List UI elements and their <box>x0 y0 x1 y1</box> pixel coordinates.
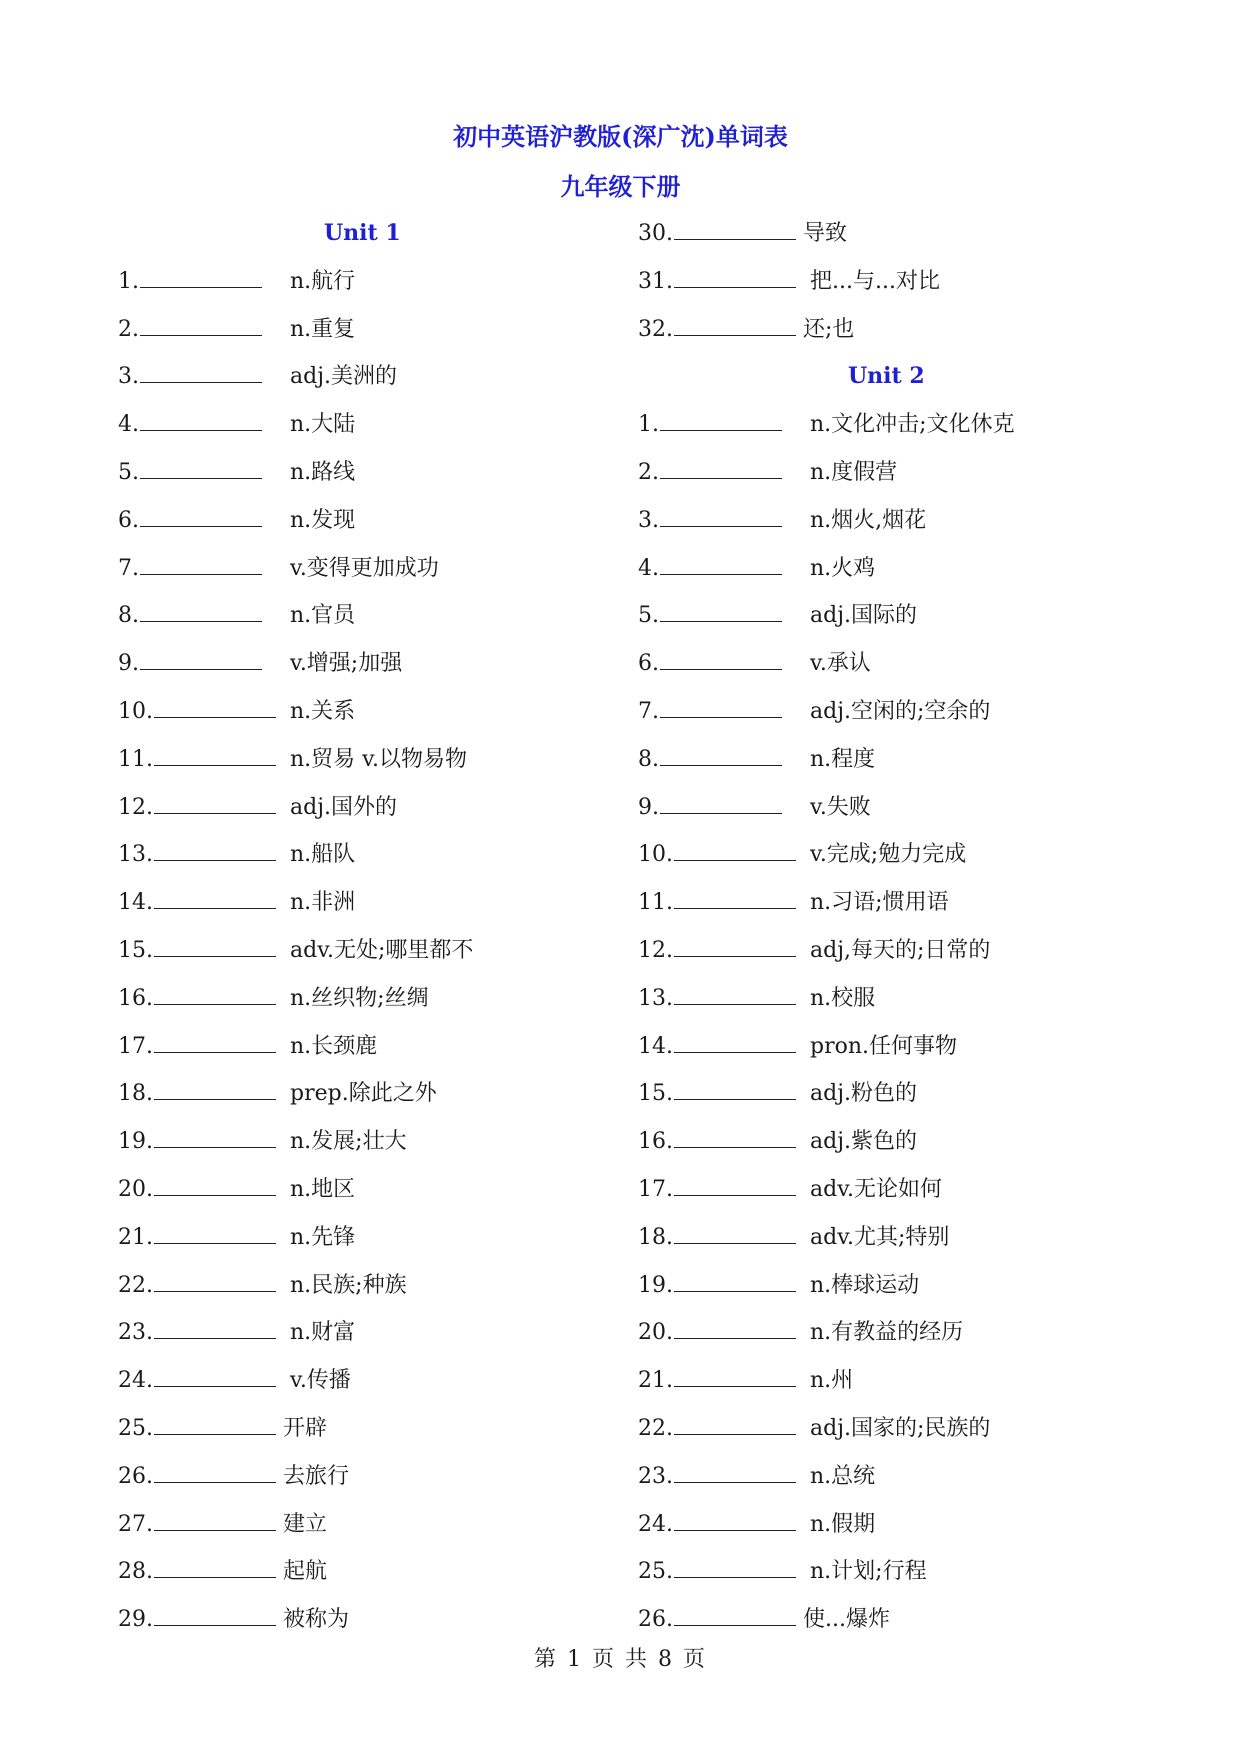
item-definition: adj,每天的;日常的 <box>810 937 991 963</box>
item-number: 1. <box>638 412 659 438</box>
item-number: 22. <box>638 1415 673 1441</box>
item-definition: adj.粉色的 <box>810 1081 918 1107</box>
item-number: 11. <box>638 890 673 916</box>
answer-blank[interactable] <box>674 907 796 909</box>
vocab-item <box>118 927 618 975</box>
vocab-item <box>638 1166 1138 1214</box>
answer-blank[interactable] <box>140 381 262 383</box>
answer-blank[interactable] <box>674 1051 796 1053</box>
item-number: 15. <box>638 1081 673 1107</box>
vocab-item <box>118 1309 618 1357</box>
answer-blank[interactable] <box>674 1290 796 1292</box>
vocab-item <box>638 640 1138 688</box>
vocab-item <box>638 306 1138 354</box>
item-number: 2. <box>638 459 659 485</box>
item-definition: n.假期 <box>810 1511 876 1537</box>
item-number: 2. <box>118 316 139 342</box>
vocab-item <box>638 1309 1138 1357</box>
page-footer: 第 1 页 共 8 页 <box>534 1647 707 1672</box>
document-subtitle: 九年级下册 <box>560 172 681 201</box>
item-definition: n.文化冲击;文化休克 <box>810 412 1015 438</box>
vocab-item <box>638 1118 1138 1166</box>
answer-blank[interactable] <box>674 1624 796 1626</box>
item-definition: n.非洲 <box>290 890 356 916</box>
item-definition: n.计划;行程 <box>810 1559 927 1585</box>
item-definition: n.先锋 <box>290 1224 356 1250</box>
item-number: 5. <box>118 459 139 485</box>
item-definition: adj.空闲的;空余的 <box>810 698 991 724</box>
vocab-item <box>638 1214 1138 1262</box>
vocab-item <box>118 545 618 593</box>
vocab-item <box>118 449 618 497</box>
answer-blank[interactable] <box>154 764 276 766</box>
item-number: 25. <box>638 1559 673 1585</box>
item-definition: n.丝织物;丝绸 <box>290 985 429 1011</box>
item-number: 4. <box>118 412 139 438</box>
item-number: 27. <box>118 1511 153 1537</box>
answer-blank[interactable] <box>154 907 276 909</box>
vocab-item <box>118 831 618 879</box>
answer-blank[interactable] <box>154 1337 276 1339</box>
vocab-item <box>638 784 1138 832</box>
item-definition: n.大陆 <box>290 412 356 438</box>
item-number: 10. <box>118 698 153 724</box>
item-number: 13. <box>638 985 673 1011</box>
item-definition: v.增强;加强 <box>290 651 403 677</box>
vocab-item <box>118 1214 618 1262</box>
vocab-item <box>638 688 1138 736</box>
answer-blank[interactable] <box>674 1385 796 1387</box>
answer-blank[interactable] <box>140 334 262 336</box>
answer-blank[interactable] <box>140 573 262 575</box>
vocab-item <box>118 258 618 306</box>
answer-blank[interactable] <box>140 620 262 622</box>
vocab-item <box>638 975 1138 1023</box>
answer-blank[interactable] <box>674 1529 796 1531</box>
answer-blank[interactable] <box>674 286 796 288</box>
vocab-item <box>118 879 618 927</box>
answer-blank[interactable] <box>154 1385 276 1387</box>
vocab-item <box>118 1453 618 1501</box>
item-number: 29. <box>118 1607 153 1633</box>
item-number: 1. <box>118 268 139 294</box>
answer-blank[interactable] <box>674 859 796 861</box>
vocab-item <box>118 736 618 784</box>
answer-blank[interactable] <box>660 716 782 718</box>
answer-blank[interactable] <box>660 812 782 814</box>
vocab-item <box>118 1357 618 1405</box>
item-definition: adv.尤其;特别 <box>810 1224 950 1250</box>
item-definition: pron.任何事物 <box>810 1033 958 1059</box>
item-number: 18. <box>638 1224 673 1250</box>
vocab-item <box>638 1262 1138 1310</box>
vocab-item <box>638 1453 1138 1501</box>
item-definition: 还;也 <box>803 316 855 342</box>
item-definition: adj.国家的;民族的 <box>810 1415 991 1441</box>
vocab-item <box>118 640 618 688</box>
answer-blank[interactable] <box>154 955 276 957</box>
item-definition: 开辟 <box>283 1415 328 1441</box>
vocab-item <box>118 592 618 640</box>
item-definition: n.地区 <box>290 1176 356 1202</box>
item-number: 9. <box>118 651 139 677</box>
item-number: 20. <box>638 1320 673 1346</box>
vocab-item <box>118 975 618 1023</box>
answer-blank[interactable] <box>674 1194 796 1196</box>
vocab-item <box>638 449 1138 497</box>
item-number: 30. <box>638 221 673 246</box>
vocab-item <box>118 1023 618 1071</box>
item-definition: prep.除此之外 <box>290 1081 437 1107</box>
item-number: 4. <box>638 555 659 581</box>
item-number: 3. <box>118 364 139 390</box>
answer-blank[interactable] <box>154 1242 276 1244</box>
vocab-item <box>118 306 618 354</box>
answer-blank[interactable] <box>154 1146 276 1148</box>
vocab-item <box>638 1023 1138 1071</box>
answer-blank[interactable] <box>154 1290 276 1292</box>
item-definition: 起航 <box>283 1559 328 1585</box>
answer-blank[interactable] <box>660 668 782 670</box>
answer-blank[interactable] <box>154 716 276 718</box>
vocab-item <box>118 1405 618 1453</box>
item-definition: n.财富 <box>290 1320 356 1346</box>
item-definition: adj.国外的 <box>290 794 398 820</box>
item-number: 14. <box>638 1033 673 1059</box>
item-definition: n.校服 <box>810 985 876 1011</box>
answer-blank[interactable] <box>154 1194 276 1196</box>
answer-blank[interactable] <box>674 1003 796 1005</box>
item-definition: n.度假营 <box>810 459 898 485</box>
item-definition: n.航行 <box>290 268 356 294</box>
item-definition: v.完成;勉力完成 <box>810 842 967 868</box>
item-definition: n.发现 <box>290 507 356 533</box>
item-number: 7. <box>638 698 659 724</box>
answer-blank[interactable] <box>140 525 262 527</box>
vocab-item <box>638 1357 1138 1405</box>
answer-blank[interactable] <box>674 1242 796 1244</box>
answer-blank[interactable] <box>140 286 262 288</box>
vocab-item <box>638 497 1138 545</box>
vocab-item <box>638 1548 1138 1596</box>
answer-blank[interactable] <box>154 1433 276 1435</box>
item-number: 9. <box>638 794 659 820</box>
vocab-item <box>638 736 1138 784</box>
item-number: 26. <box>118 1463 153 1489</box>
item-definition: v.承认 <box>810 651 871 677</box>
item-definition: 把...与...对比 <box>810 268 940 294</box>
item-definition: adj.紫色的 <box>810 1129 918 1155</box>
document-title: 初中英语沪教版(深广沈)单词表 <box>453 122 788 151</box>
item-definition: n.棒球运动 <box>810 1272 920 1298</box>
answer-blank[interactable] <box>674 1576 796 1578</box>
vocab-item <box>638 1596 1138 1644</box>
item-number: 28. <box>118 1559 153 1585</box>
word-list-right-column <box>638 210 1138 1644</box>
item-definition: n.烟火,烟花 <box>810 507 927 533</box>
item-definition: adj.国际的 <box>810 603 918 629</box>
answer-blank[interactable] <box>154 812 276 814</box>
item-number: 12. <box>638 937 673 963</box>
answer-blank[interactable] <box>154 1098 276 1100</box>
item-number: 14. <box>118 890 153 916</box>
vocab-item <box>118 1118 618 1166</box>
item-number: 25. <box>118 1415 153 1441</box>
vocab-item <box>118 688 618 736</box>
item-number: 8. <box>638 746 659 772</box>
item-definition: n.路线 <box>290 459 356 485</box>
vocab-item <box>638 927 1138 975</box>
item-definition: adv.无处;哪里都不 <box>290 937 474 963</box>
item-number: 31. <box>638 268 673 294</box>
item-number: 23. <box>118 1320 153 1346</box>
answer-blank[interactable] <box>674 955 796 957</box>
item-number: 24. <box>638 1511 673 1537</box>
answer-blank[interactable] <box>660 573 782 575</box>
item-number: 3. <box>638 507 659 533</box>
item-definition: n.船队 <box>290 842 356 868</box>
item-number: 18. <box>118 1081 153 1107</box>
answer-blank[interactable] <box>154 1481 276 1483</box>
item-number: 23. <box>638 1463 673 1489</box>
vocab-item <box>638 592 1138 640</box>
item-number: 21. <box>118 1224 153 1250</box>
item-number: 15. <box>118 937 153 963</box>
item-definition: n.火鸡 <box>810 555 876 581</box>
item-number: 21. <box>638 1368 673 1394</box>
item-definition: v.传播 <box>290 1368 351 1394</box>
item-definition: 建立 <box>283 1511 328 1537</box>
item-number: 17. <box>118 1033 153 1059</box>
answer-blank[interactable] <box>660 764 782 766</box>
item-number: 19. <box>118 1129 153 1155</box>
answer-blank[interactable] <box>674 334 796 336</box>
item-number: 10. <box>638 842 673 868</box>
item-definition: n.习语;惯用语 <box>810 890 949 916</box>
item-definition: 去旅行 <box>283 1463 350 1489</box>
unit-heading <box>118 210 618 258</box>
item-definition: n.长颈鹿 <box>290 1033 378 1059</box>
item-number: 13. <box>118 842 153 868</box>
item-definition: 使...爆炸 <box>803 1607 890 1633</box>
answer-blank[interactable] <box>674 238 796 240</box>
item-definition: n.官员 <box>290 603 356 629</box>
vocab-item <box>638 1405 1138 1453</box>
item-definition: n.贸易 v.以物易物 <box>290 746 467 772</box>
vocab-item <box>638 831 1138 879</box>
item-definition: n.民族;种族 <box>290 1272 407 1298</box>
item-definition: n.发展;壮大 <box>290 1129 407 1155</box>
item-number: 16. <box>638 1129 673 1155</box>
answer-blank[interactable] <box>660 525 782 527</box>
answer-blank[interactable] <box>154 1051 276 1053</box>
item-definition: n.重复 <box>290 316 356 342</box>
item-number: 5. <box>638 603 659 629</box>
unit-heading-text: Unit 2 <box>848 363 925 390</box>
item-number: 7. <box>118 555 139 581</box>
item-number: 12. <box>118 794 153 820</box>
answer-blank[interactable] <box>660 477 782 479</box>
unit-heading-text: Unit 1 <box>324 220 401 246</box>
answer-blank[interactable] <box>674 1481 796 1483</box>
vocab-item <box>118 353 618 401</box>
unit-heading <box>638 353 1138 401</box>
vocab-item <box>638 1070 1138 1118</box>
vocab-item <box>118 1548 618 1596</box>
vocab-item <box>118 784 618 832</box>
item-definition: adj.美洲的 <box>290 364 398 390</box>
answer-blank[interactable] <box>154 1529 276 1531</box>
vocab-item <box>638 258 1138 306</box>
item-definition: adv.无论如何 <box>810 1176 943 1202</box>
item-definition: n.程度 <box>810 746 876 772</box>
answer-blank[interactable] <box>140 668 262 670</box>
item-definition: v.变得更加成功 <box>290 555 439 581</box>
answer-blank[interactable] <box>154 1624 276 1626</box>
answer-blank[interactable] <box>140 477 262 479</box>
item-definition: 导致 <box>803 221 848 246</box>
vocab-item <box>638 1501 1138 1549</box>
answer-blank[interactable] <box>154 859 276 861</box>
item-number: 22. <box>118 1272 153 1298</box>
vocab-item <box>118 1596 618 1644</box>
item-number: 24. <box>118 1368 153 1394</box>
item-number: 19. <box>638 1272 673 1298</box>
answer-blank[interactable] <box>660 429 782 431</box>
answer-blank[interactable] <box>660 620 782 622</box>
vocab-item <box>118 401 618 449</box>
item-number: 20. <box>118 1176 153 1202</box>
vocab-item <box>118 1262 618 1310</box>
item-number: 16. <box>118 985 153 1011</box>
answer-blank[interactable] <box>674 1337 796 1339</box>
vocab-item <box>638 401 1138 449</box>
answer-blank[interactable] <box>140 429 262 431</box>
item-definition: n.州 <box>810 1368 854 1394</box>
item-number: 32. <box>638 316 673 342</box>
item-number: 6. <box>638 651 659 677</box>
vocab-item <box>638 210 1138 258</box>
answer-blank[interactable] <box>154 1003 276 1005</box>
item-number: 6. <box>118 507 139 533</box>
answer-blank[interactable] <box>154 1576 276 1578</box>
item-number: 17. <box>638 1176 673 1202</box>
item-number: 26. <box>638 1607 673 1633</box>
item-definition: n.有教益的经历 <box>810 1320 964 1346</box>
item-definition: n.关系 <box>290 698 356 724</box>
vocab-item <box>638 545 1138 593</box>
vocab-item <box>118 1070 618 1118</box>
item-definition: n.总统 <box>810 1463 876 1489</box>
item-number: 8. <box>118 603 139 629</box>
vocab-item <box>118 1166 618 1214</box>
vocab-item <box>638 879 1138 927</box>
answer-blank[interactable] <box>674 1098 796 1100</box>
vocab-item <box>118 497 618 545</box>
item-number: 11. <box>118 746 153 772</box>
answer-blank[interactable] <box>674 1433 796 1435</box>
item-definition: v.失败 <box>810 794 871 820</box>
vocab-item <box>118 1501 618 1549</box>
answer-blank[interactable] <box>674 1146 796 1148</box>
item-definition: 被称为 <box>283 1607 350 1633</box>
word-list-left-column <box>118 210 618 1644</box>
